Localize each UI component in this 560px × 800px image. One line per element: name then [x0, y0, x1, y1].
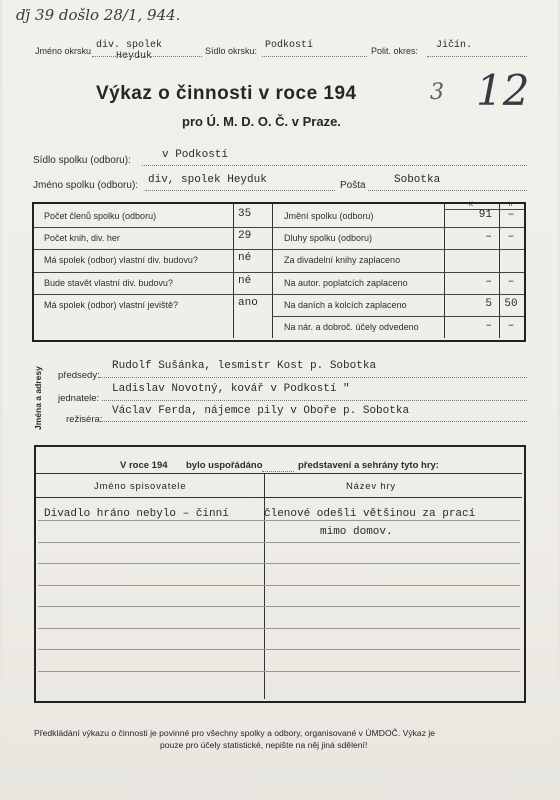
jednatel-label: jednatele:	[58, 393, 100, 404]
jednatel-value: Ladislav Novotný, kovář v Podkostí "	[112, 383, 350, 395]
polit-okres-value: Jičín.	[436, 40, 473, 51]
okrsek-value-2: Heyduk	[116, 51, 153, 62]
form-title: Výkaz o činnosti v roce 194	[96, 83, 357, 104]
sidlo-okrsku-value: Podkostí	[265, 40, 314, 51]
stats-left-value: né	[238, 274, 252, 287]
stats-right-k: –	[485, 320, 492, 332]
stats-right-k: –	[485, 231, 492, 244]
col-author-header: Jméno spisovatele	[94, 481, 187, 492]
play-entry-author: Divadlo hráno nebylo – činní	[44, 508, 229, 520]
stats-left-value: 29	[238, 230, 252, 243]
addresses-side-label: Jména a adresy	[33, 366, 43, 430]
play-entry-title-1: členové odešli většinou za prací	[264, 508, 476, 520]
stats-right-h: –	[507, 320, 515, 332]
handwritten-number: 12	[476, 66, 530, 115]
col-h-header: h	[509, 202, 513, 208]
handwritten-note: ďj 39 došlo 28/1, 944.	[16, 6, 181, 24]
stats-left-value: 35	[238, 208, 252, 220]
stats-right-k: –	[485, 275, 492, 288]
sidlo-spolku-value: v Podkostí	[162, 149, 229, 161]
stats-left-value: né	[238, 252, 252, 265]
sidlo-spolku-label: Sídlo spolku (odboru):	[33, 155, 131, 166]
stats-right-label: Na nár. a dobroč. účely odvedeno	[284, 322, 419, 332]
form-subtitle: pro Ú. M. D. O. Č. v Praze.	[182, 114, 341, 129]
polit-okres-label: Polit. okres:	[371, 46, 419, 56]
predseda-value: Rudolf Sušánka, lesmistr Kost p. Sobotka	[112, 360, 377, 372]
rezisera-label: režiséra:	[66, 414, 103, 425]
handwritten-year-digit: 3	[430, 80, 444, 105]
stats-left-label: Počet členů spolku (odboru)	[44, 211, 157, 221]
stats-right-k: 91	[478, 209, 492, 221]
col-k-header: K	[469, 202, 474, 208]
okrsek-label: Jméno okrsku	[35, 46, 92, 56]
footer-line-2: pouze pro účely statistické, nepište na něj jiná sdělení!	[160, 740, 368, 750]
plays-heading-organized: bylo uspořádáno	[186, 460, 263, 471]
stats-right-label: Dluhy spolku (odboru)	[284, 233, 373, 244]
stats-left-label: Má spolek (odbor) vlastní jeviště?	[44, 299, 179, 310]
footer-line-1: Předkládání výkazu o činnosti je povinné pro všechny spolky a odbory, organisované v ÚMDOČ. Výkaz je	[34, 728, 436, 738]
stats-left-label: Počet knih, div. her	[44, 233, 120, 244]
okrsek-value-1: div. spolek	[96, 40, 163, 51]
stats-left-label: Má spolek (odbor) vlastní div. budovu?	[44, 255, 198, 266]
stats-right-label: Jmění spolku (odboru)	[284, 211, 374, 221]
stats-right-label: Za divadelní knihy zaplaceno	[284, 255, 401, 266]
stats-left-value: ano	[238, 296, 258, 309]
plays-heading-performances: představení a sehrány tyto hry:	[298, 460, 439, 471]
stats-right-label: Na daních a kolcích zaplaceno	[284, 299, 407, 310]
play-entry-title-2: mimo domov.	[320, 526, 393, 538]
jmeno-spolku-label: Jméno spolku (odboru):	[33, 180, 139, 191]
plays-heading-year: V roce 194	[120, 460, 168, 471]
col-title-header: Název hry	[346, 481, 396, 492]
stats-right-h: 50	[504, 297, 518, 310]
stats-right-h: –	[507, 209, 515, 221]
posta-label: Pošta	[340, 180, 366, 191]
sidlo-okrsku-label: Sídlo okrsku:	[205, 46, 258, 56]
rezisera-value: Václav Ferda, nájemce pily v Oboře p. Sobotka	[112, 405, 410, 417]
predseda-label: předsedy:	[58, 370, 100, 381]
stats-right-h: –	[507, 231, 515, 244]
posta-value: Sobotka	[394, 174, 441, 186]
stats-right-label: Na autor. poplatcích zaplaceno	[284, 277, 408, 288]
stats-right-h: –	[507, 275, 515, 288]
stats-right-k: 5	[485, 297, 492, 310]
form-sheet	[2, 0, 558, 800]
jmeno-spolku-value: div, spolek Heyduk	[148, 174, 267, 186]
stats-left-label: Bude stavět vlastní div. budovu?	[44, 277, 173, 288]
